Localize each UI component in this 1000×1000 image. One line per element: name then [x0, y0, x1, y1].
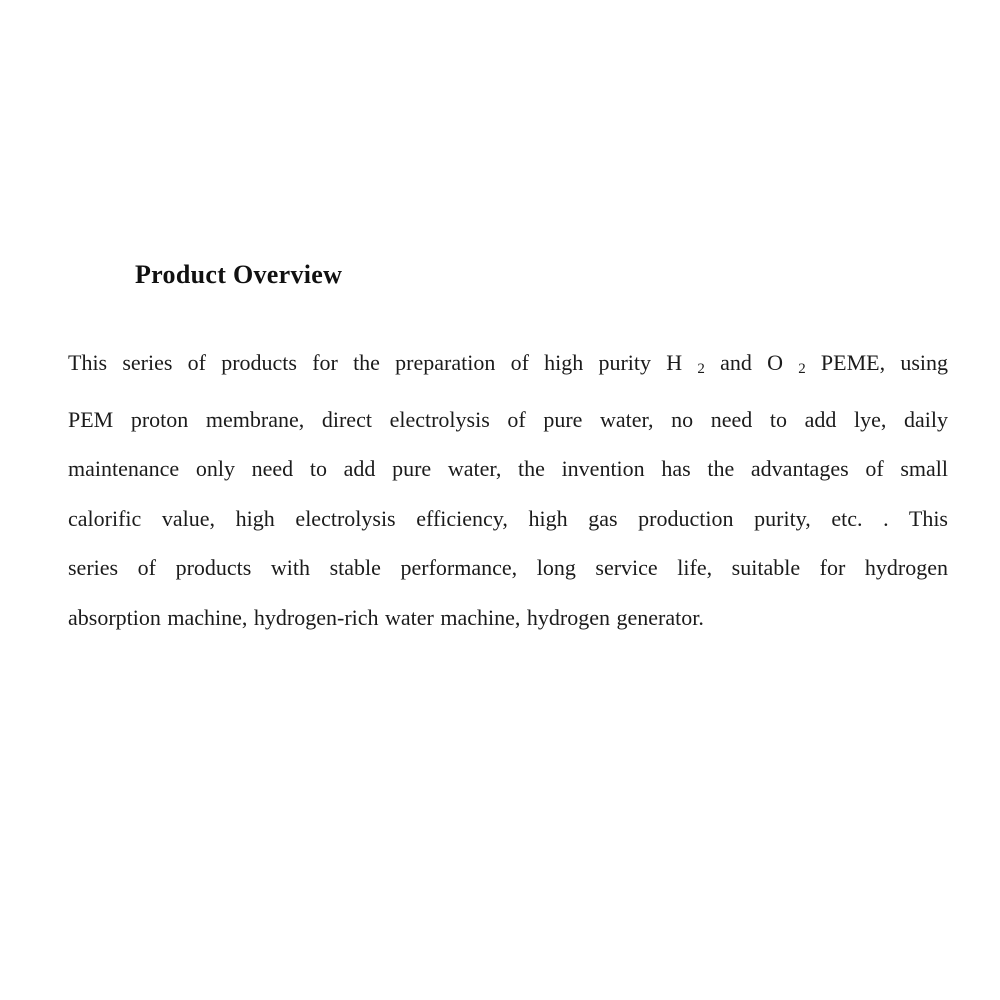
paragraph-text: PEME, using — [805, 350, 949, 375]
subscript-2: 2 — [697, 361, 705, 377]
paragraph-text: and O — [704, 350, 799, 375]
paragraph-text: calorific value, high electrolysis efficiency, high gas production purity, etc. . This — [68, 505, 948, 531]
subscript-2: 2 — [798, 361, 806, 377]
paragraph-line — [68, 494, 948, 544]
paragraph-text: absorption machine, hydrogen-rich water machine, hydrogen generator. — [68, 604, 704, 630]
paragraph-line — [68, 395, 948, 445]
paragraph-text: This series of products for the preparation of high purity H — [68, 350, 698, 375]
paragraph-line — [68, 338, 948, 395]
body-paragraph — [68, 338, 948, 643]
paragraph-line — [68, 444, 948, 494]
section-heading: Product Overview — [135, 260, 343, 289]
paragraph-text: PEM proton membrane, direct electrolysis of pure water, no need to add lye, daily — [68, 406, 948, 432]
paragraph-text: series of products with stable performance, long service life, suitable for hydrogen — [68, 555, 948, 581]
paragraph-line — [68, 593, 948, 643]
paragraph-text: maintenance only need to add pure water, the invention has the advantages of small — [68, 456, 948, 482]
paragraph-line — [68, 543, 948, 593]
